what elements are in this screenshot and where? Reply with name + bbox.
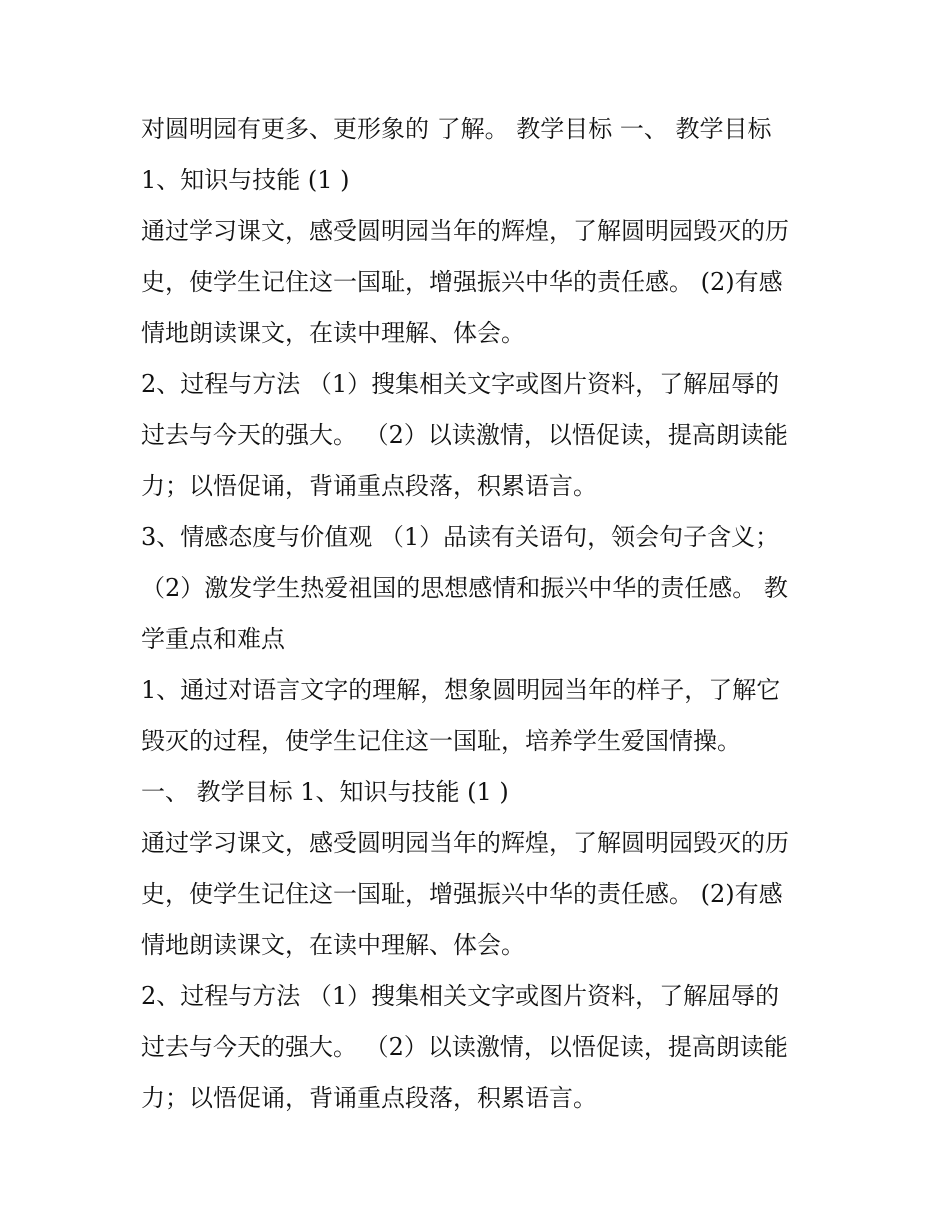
text-line: 1、知识与技能 (1 ) [141, 166, 350, 194]
text-line: 过去与今天的强大。 （2）以读激情，以悟促读，提高朗读能 [141, 421, 788, 449]
text-line: 毁灭的过程，使学生记住这一国耻，培养学生爱国情操。 [141, 727, 741, 755]
text-line: 通过学习课文，感受圆明园当年的辉煌，了解圆明园毁灭的历 [141, 829, 789, 857]
text-line: 3、情感态度与价值观 （1）品读有关语句，领会句子含义； [141, 523, 780, 551]
text-line: 情地朗读课文，在读中理解、体会。 [141, 931, 525, 959]
text-line: （2）激发学生热爱祖国的思想感情和振兴中华的责任感。 教 [141, 574, 788, 602]
text-line: 对圆明园有更多、更形象的 了解。 教学目标 一、 教学目标 [141, 115, 772, 143]
text-line: 力；以悟促诵，背诵重点段落，积累语言。 [141, 472, 597, 500]
text-line: 过去与今天的强大。 （2）以读激情，以悟促读，提高朗读能 [141, 1033, 788, 1061]
text-line: 2、过程与方法 （1）搜集相关文字或图片资料，了解屈辱的 [141, 982, 780, 1010]
text-line: 一、 教学目标 1、知识与技能 (1 ) [141, 778, 509, 806]
text-line: 2、过程与方法 （1）搜集相关文字或图片资料，了解屈辱的 [141, 370, 780, 398]
text-line: 学重点和难点 [141, 625, 285, 653]
text-line: 史，使学生记住这一国耻，增强振兴中华的责任感。 (2)有感 [141, 880, 783, 908]
text-line: 1、通过对语言文字的理解，想象圆明园当年的样子，了解它 [141, 676, 781, 704]
text-line: 情地朗读课文，在读中理解、体会。 [141, 319, 525, 347]
text-line: 史，使学生记住这一国耻，增强振兴中华的责任感。 (2)有感 [141, 268, 783, 296]
text-line: 力；以悟促诵，背诵重点段落，积累语言。 [141, 1084, 597, 1112]
text-line: 通过学习课文，感受圆明园当年的辉煌，了解圆明园毁灭的历 [141, 217, 789, 245]
document-body [141, 104, 821, 1124]
